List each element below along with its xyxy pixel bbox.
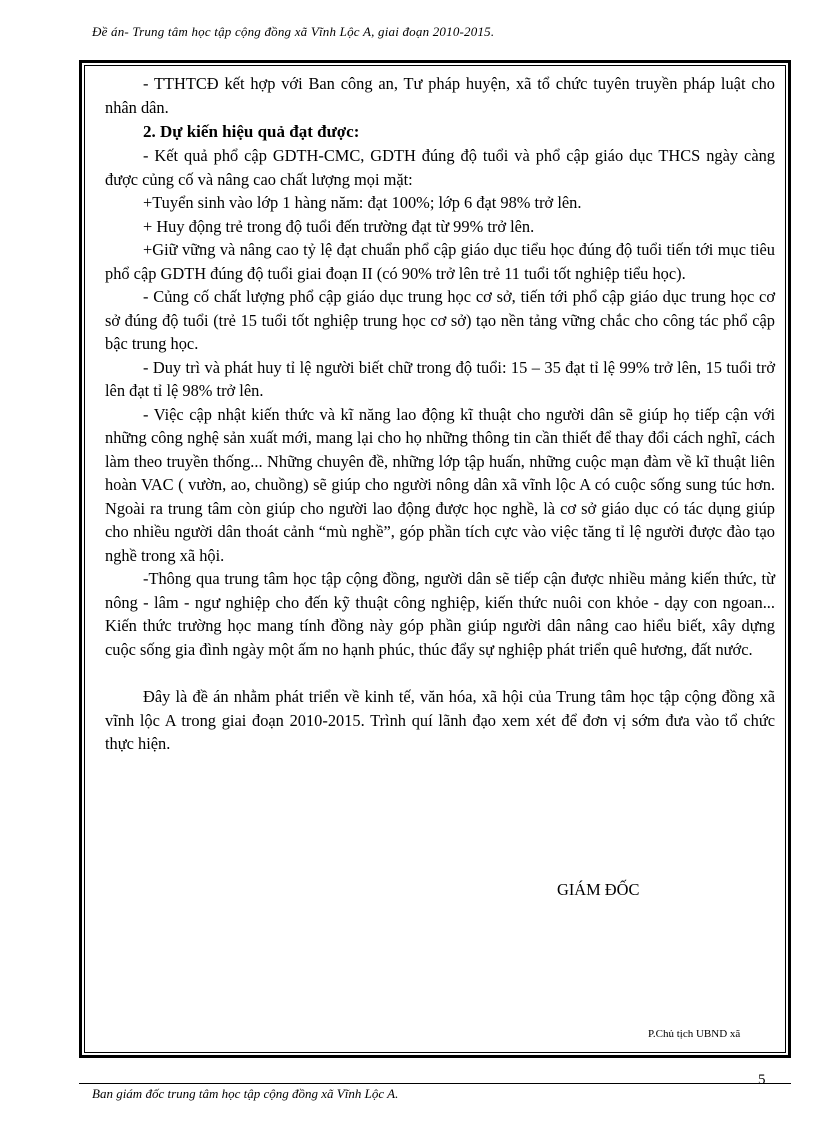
page-header: Đề án- Trung tâm học tập cộng đồng xã Vĩnh Lộc A, giai đoạn 2010-2015.: [92, 24, 495, 39]
signature-title: GIÁM ĐỐC: [557, 880, 640, 899]
footer-divider: [79, 1083, 791, 1084]
paragraph-literacy: - Duy trì và phát huy tỉ lệ người biết chữ trong độ tuổi: 15 – 35 đạt tỉ lệ 99% trở lên, 15 tuổi trở lên đạt tỉ lệ 98% trở lên.: [105, 357, 775, 400]
page-footer: Ban giám đốc trung tâm học tập cộng đồng xã Vĩnh Lộc A.: [92, 1086, 399, 1101]
paragraph-spacer: [105, 661, 775, 685]
paragraph-community-learning: -Thông qua trung tâm học tập cộng đồng, người dân sẽ tiếp cận được nhiều mảng kiến thức, từ nông - lâm - ngư nghiệp cho đến kỹ thuật công nghiệp, kiến thức nuôi con khỏe - dạy con ngoan... Kiến thức trường học mang tính đồng này góp phần giúp người dân nâng cao hiểu biết, xây dựng cuộc sống gia đình ngày một ấm no hạnh phúc, thúc đẩy sự nghiệp phát triển quê hương, đất nước.: [105, 569, 775, 659]
paragraph-legal-propaganda: - TTHTCĐ kết hợp với Ban công an, Tư pháp huyện, xã tổ chức tuyên truyền pháp luật cho nhân dân.: [105, 74, 775, 117]
signature-subtitle: P.Chủ tịch UBND xã: [648, 1028, 741, 1040]
paragraph-universal-education: - Kết quả phổ cập GDTH-CMC, GDTH đúng độ tuổi và phổ cập giáo dục THCS ngày càng được củng cố và nâng cao chất lượng mọi mặt:: [105, 146, 775, 189]
paragraph-enrollment: +Tuyển sinh vào lớp 1 hàng năm: đạt 100%; lớp 6 đạt 98% trở lên.: [143, 193, 582, 212]
paragraph-conclusion: Đây là đề án nhằm phát triển về kinh tế, văn hóa, xã hội của Trung tâm học tập cộng đồng xã vĩnh lộc A trong giai đoạn 2010-2015. Trình quí lãnh đạo xem xét để đơn vị sớm đưa vào tổ chức thực hiện.: [105, 687, 775, 753]
paragraph-secondary-education: - Củng cố chất lượng phổ cập giáo dục trung học cơ sở, tiến tới phổ cập giáo dục trung học cơ sở đúng độ tuổi (trẻ 15 tuổi tốt nghiệp trung học cơ sở) tạo nền tảng vững chắc cho công tác phổ cập bậc trung học.: [105, 287, 775, 353]
paragraph-technical-skills: - Việc cập nhật kiến thức và kĩ năng lao động kĩ thuật cho người dân sẽ giúp họ tiếp cận với những công nghệ sản xuất mới, mang lại cho họ những thông tin cần thiết để thay đổi cách nghĩ, cách làm theo truyền thống... Những chuyên đề, những lớp tập huấn, những cuộc mạn đàm về kĩ thuật liên hoàn VAC ( vườn, ao, chuồng) sẽ giúp cho người nông dân xã vĩnh lộc A có cuộc sống sung túc hơn. Ngoài ra trung tâm còn giúp cho người lao động được học nghề, là cơ sở giáo dục có tác dụng giúp cho nhiều người dân thoát cảnh “mù nghề”, góp phần tích cực vào việc tăng tỉ lệ người được đào tạo nghề trong xã hội.: [105, 404, 775, 565]
section-heading: 2. Dự kiến hiệu quả đạt được:: [143, 122, 360, 141]
paragraph-mobilization: + Huy động trẻ trong độ tuổi đến trường đạt từ 99% trở lên.: [143, 216, 535, 236]
document-body: [105, 72, 775, 756]
page-number: 5: [758, 1072, 766, 1088]
paragraph-primary-standard: +Giữ vững và nâng cao tỷ lệ đạt chuẩn phổ cập giáo dục tiểu học đúng độ tuổi tiến tới mục tiêu phổ cập GDTH đúng độ tuổi giai đoạn II (có 90% trở lên trẻ 11 tuổi tốt nghiệp tiểu học).: [105, 240, 775, 283]
